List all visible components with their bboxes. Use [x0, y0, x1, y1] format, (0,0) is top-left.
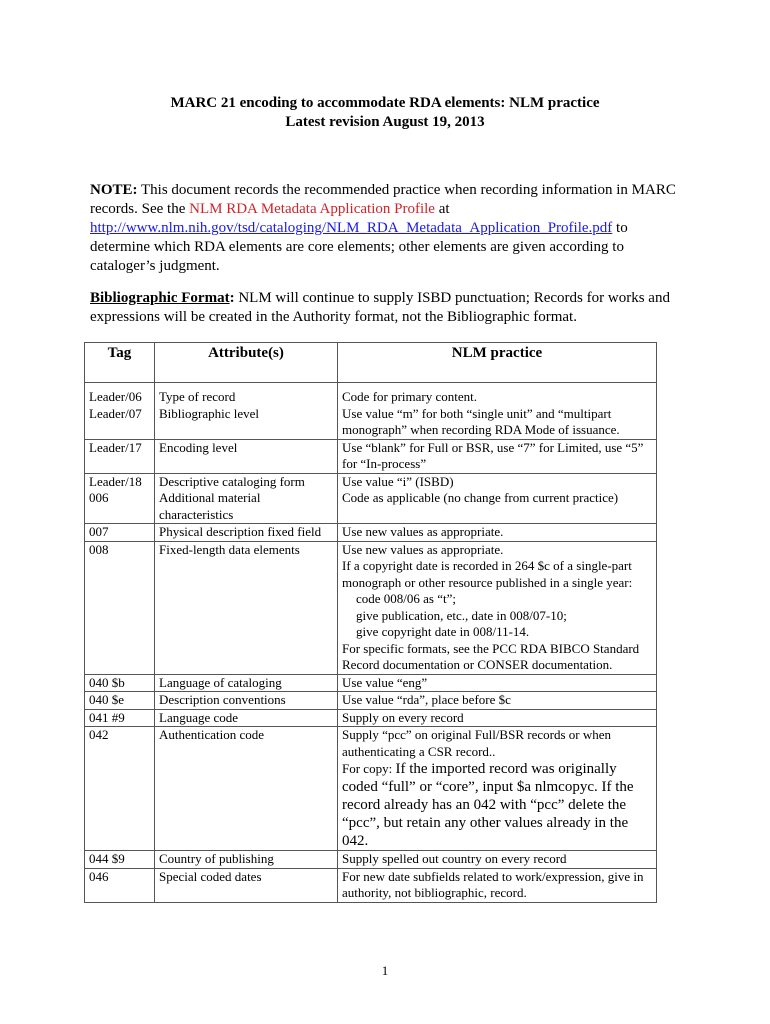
bibliographic-format-paragraph [90, 289, 690, 327]
tag-cell: 007 [85, 524, 155, 542]
attribute-cell: Type of record [155, 383, 338, 406]
revision-date: Latest revision August 19, 2013 [285, 114, 485, 130]
table-row [85, 524, 657, 542]
practice-line: If a copyright date is recorded in 264 $c of a single-part monograph or other resource published in a single year: [342, 558, 633, 590]
tag-cell: 042 [85, 727, 155, 851]
attribute-cell: Encoding level [155, 439, 338, 473]
practice-cell: Use value “eng” [338, 674, 657, 692]
table-row [85, 439, 657, 473]
table-row [85, 868, 657, 902]
table-row [85, 383, 657, 406]
practice-line: For specific formats, see the PCC RDA BIBCO Standard Record documentation or CONSER documentation. [342, 640, 640, 672]
practice-cell: Supply spelled out country on every record [338, 851, 657, 869]
practice-cell: Use “blank” for Full or BSR, use “7” for Limited, use “5” for “In-process” [338, 439, 657, 473]
tag-cell: 041 #9 [85, 709, 155, 727]
attribute-cell: Special coded dates [155, 868, 338, 902]
table-row [85, 541, 657, 674]
tag-cell: 044 $9 [85, 851, 155, 869]
tag-cell: 046 [85, 868, 155, 902]
column-header-tag: Tag [85, 343, 155, 383]
table-row [85, 727, 657, 851]
tag-cell: 006 [85, 490, 155, 524]
column-header-attribute: Attribute(s) [155, 343, 338, 383]
attribute-cell: Authentication code [155, 727, 338, 851]
tag-cell: Leader/17 [85, 439, 155, 473]
table-row [85, 692, 657, 710]
table-row [85, 709, 657, 727]
profile-url-link[interactable]: http://www.nlm.nih.gov/tsd/cataloging/NLM_RDA_Metadata_Application_Profile.pdf [90, 220, 613, 236]
practice-cell: Use value “m” for both “single unit” and “multipart monograph” when recording RDA Mode of issuance. [338, 406, 657, 440]
note-label: NOTE: [90, 182, 138, 198]
practice-line: Use new values as appropriate. [342, 541, 504, 557]
practice-cell: For new date subfields related to work/expression, give in authority, not bibliographic, record. [338, 868, 657, 902]
bibliographic-format-colon: : [229, 290, 235, 306]
table-row [85, 490, 657, 524]
bibliographic-format-text: NLM will continue to supply ISBD punctuation; Records for works and expressions will be created in the Authority format, not the Bibliographic format. [90, 290, 670, 325]
attribute-cell: Language of cataloging [155, 674, 338, 692]
table-row [85, 674, 657, 692]
table-row [85, 851, 657, 869]
attribute-cell: Language code [155, 709, 338, 727]
practice-cell: Code as applicable (no change from current practice) [338, 490, 657, 524]
attribute-cell: Additional material characteristics [155, 490, 338, 524]
practice-cell: Use new values as appropriate. [338, 524, 657, 542]
tag-cell: 040 $b [85, 674, 155, 692]
practice-line: If the imported record was originally coded “full” or “core”, input $a nlmcopyc. If the record already has an 042 with “pcc” delete the “pcc”, but retain any other values already in the 042. [342, 761, 634, 849]
attribute-cell: Physical description fixed field [155, 524, 338, 542]
note-text-end: to determine which RDA elements are core elements; other elements are given according to cataloger’s judgment. [90, 220, 628, 274]
practice-table [84, 342, 657, 903]
attribute-cell: Fixed-length data elements [155, 541, 338, 674]
tag-cell: 040 $e [85, 692, 155, 710]
attribute-cell: Bibliographic level [155, 406, 338, 440]
tag-cell: Leader/18 [85, 473, 155, 490]
practice-cell [338, 727, 657, 851]
attribute-cell: Descriptive cataloging form [155, 473, 338, 490]
practice-line: Supply “pcc” on original Full/BSR records or when authenticating a CSR record.. [342, 727, 611, 759]
note-text: This document records the recommended practice when recording information in MARC records. See the [90, 182, 676, 217]
practice-line: For copy: [342, 761, 396, 776]
bibliographic-format-label: Bibliographic Format [90, 290, 230, 306]
document-title: MARC 21 encoding to accommodate RDA elements: NLM practice [170, 95, 600, 111]
practice-line: give copyright date in 008/11-14. [356, 624, 530, 639]
tag-cell: Leader/06 [85, 383, 155, 406]
practice-cell: Supply on every record [338, 709, 657, 727]
practice-line: give publication, etc., date in 008/07-10; [356, 607, 567, 623]
column-header-practice: NLM practice [338, 343, 657, 383]
practice-line: code 008/06 as “t”; [356, 591, 456, 606]
attribute-cell: Country of publishing [155, 851, 338, 869]
note-text-at: at [434, 201, 450, 217]
tag-cell: 008 [85, 541, 155, 674]
table-row [85, 406, 657, 440]
page-number: 1 [381, 963, 389, 978]
practice-cell: Use value “i” (ISBD) [338, 473, 657, 490]
note-paragraph [90, 181, 680, 276]
practice-cell: Code for primary content. [338, 383, 657, 406]
profile-link[interactable]: NLM RDA Metadata Application Profile [189, 201, 435, 217]
attribute-cell: Description conventions [155, 692, 338, 710]
tag-cell: Leader/07 [85, 406, 155, 440]
practice-cell: Use value “rda”, place before $c [338, 692, 657, 710]
table-row [85, 473, 657, 490]
practice-cell [338, 541, 657, 674]
